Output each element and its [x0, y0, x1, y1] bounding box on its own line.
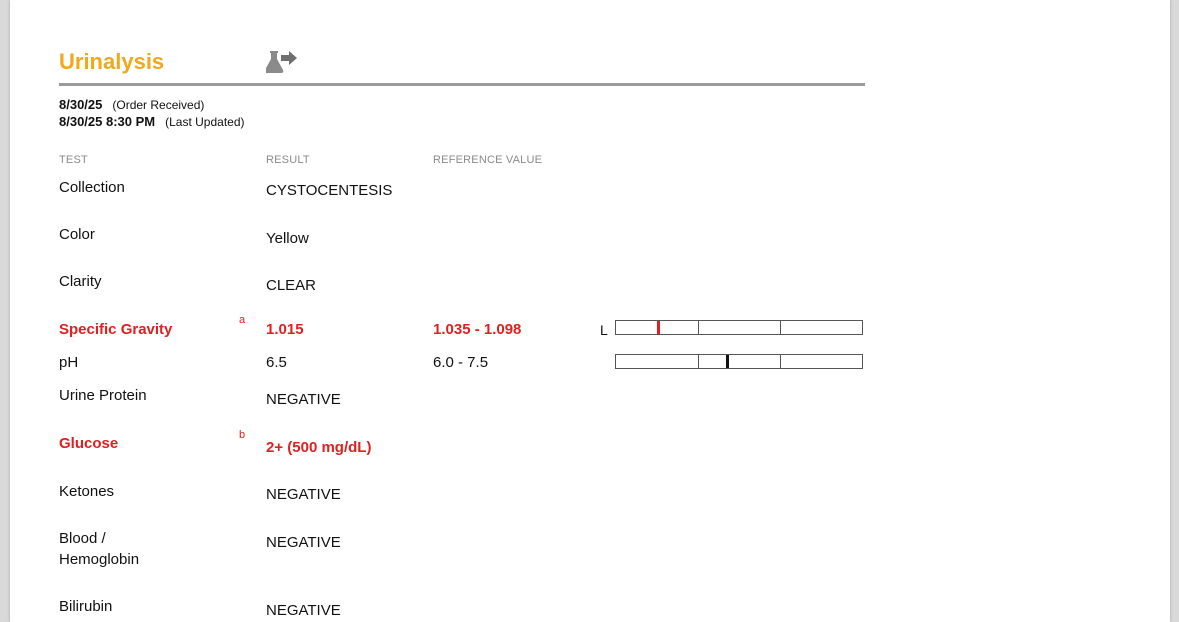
gauge-divider: [780, 321, 781, 334]
test-result-abnormal: 2+ (500 mg/dL): [266, 439, 372, 456]
low-flag: L: [600, 322, 608, 338]
title-divider: [59, 83, 865, 86]
test-name-line1: Blood /: [59, 530, 106, 547]
test-result: NEGATIVE: [266, 534, 341, 551]
test-name-abnormal: Specific Gravity: [59, 321, 173, 338]
gauge-marker: [726, 355, 729, 368]
test-result-abnormal: 1.015: [266, 321, 304, 338]
test-result: NEGATIVE: [266, 602, 341, 619]
flask-arrow-icon[interactable]: [266, 48, 298, 76]
footnote-marker[interactable]: a: [239, 314, 246, 326]
last-updated-line: [59, 114, 245, 129]
updated-date: 8/30/25 8:30 PM: [59, 114, 156, 129]
column-header-test: TEST: [59, 154, 88, 166]
test-name-abnormal: Glucose: [59, 435, 119, 452]
order-note: (Order Received): [112, 98, 205, 112]
gauge-divider: [698, 355, 699, 368]
gauge-marker: [657, 321, 660, 334]
column-header-result: RESULT: [266, 154, 310, 166]
test-result: NEGATIVE: [266, 486, 341, 503]
test-name: Collection: [59, 179, 125, 196]
order-date: 8/30/25: [59, 97, 103, 112]
test-result: NEGATIVE: [266, 391, 341, 408]
gauge-divider: [698, 321, 699, 334]
test-name-line2: Hemoglobin: [59, 551, 140, 568]
test-name: Ketones: [59, 483, 115, 500]
reference-range: 1.035 - 1.098: [433, 321, 522, 338]
footnote-marker[interactable]: b: [239, 429, 246, 441]
test-result: CLEAR: [266, 277, 317, 294]
section-title: Urinalysis: [59, 49, 165, 74]
test-result: CYSTOCENTESIS: [266, 182, 393, 199]
range-gauge: [615, 320, 863, 335]
test-name: Bilirubin: [59, 598, 113, 615]
reference-range: 6.0 - 7.5: [433, 354, 489, 371]
test-result: 6.5: [266, 354, 287, 371]
range-gauge: [615, 354, 863, 369]
test-name: Color: [59, 226, 95, 243]
updated-note: (Last Updated): [165, 115, 245, 129]
test-name: pH: [59, 354, 79, 371]
column-header-reference: REFERENCE VALUE: [433, 154, 543, 166]
report-page: [10, 0, 1170, 622]
test-name: Urine Protein: [59, 387, 147, 404]
test-result: Yellow: [266, 230, 309, 247]
test-name: Clarity: [59, 273, 102, 290]
order-received-line: [59, 97, 204, 112]
gauge-divider: [780, 355, 781, 368]
